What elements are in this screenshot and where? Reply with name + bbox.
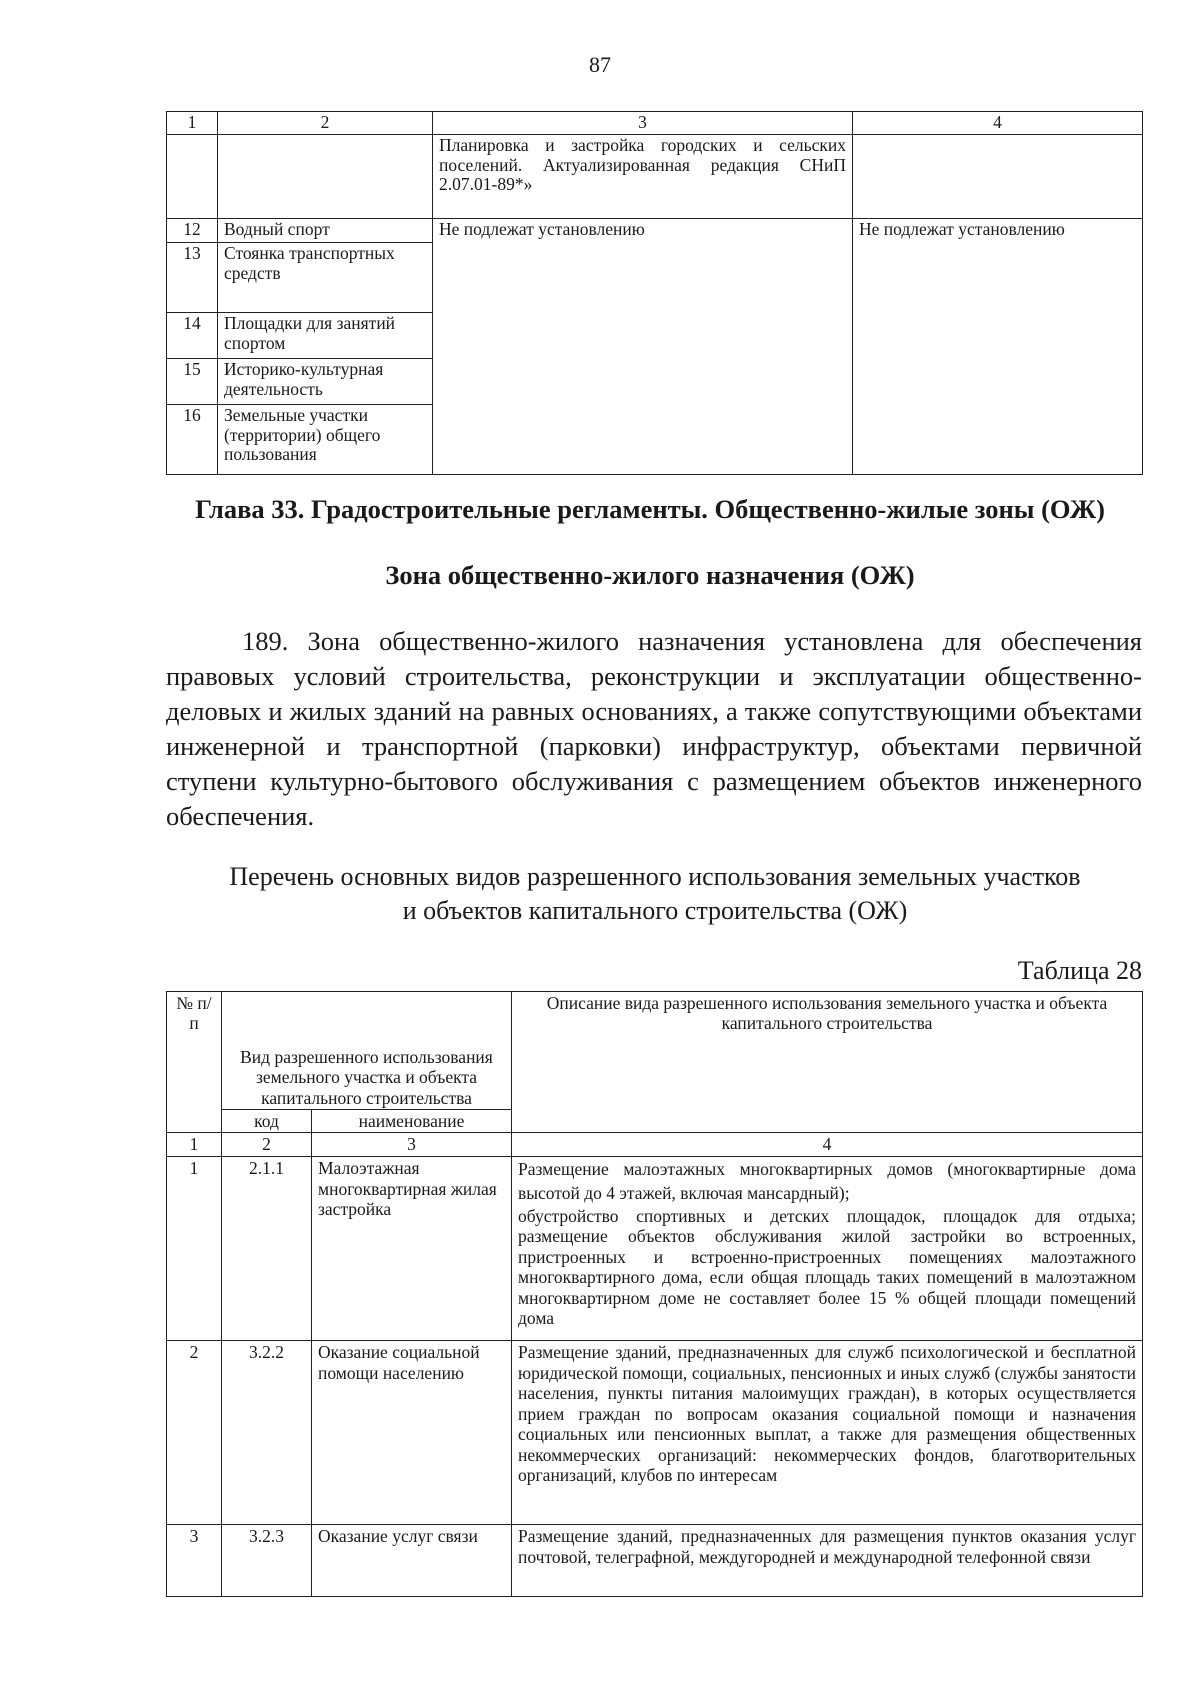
- paragraph-189: 189. Зона общественно-жилого назначения установлена для обеспечения правовых условий строительства, реконструкции и эксплуатации общественно-деловых и жилых зданий на равных основаниях, а также сопутствующими объектами инженерной и транспортной (парковки) инфраструктур, объектами первичной ступени культурно-бытового обслуживания с размещением объектов инженерного обеспечения.: [166, 626, 1142, 831]
- description-paragraph: Размещение зданий, предназначенных для служб психологической и бесплатной юридической помощи, социальных, пенсионных и иных служб (службы занятости населения, пункты питания малоимущих граждан), в которых осуществляется прием граждан по вопросам оказания социальной помощи и назначения социальных или пенсионных выплат, а также для размещения общественных некоммерческих организаций: некоммерческих фондов, благотворительных организаций, клубов по интересам: [518, 1342, 1136, 1486]
- row-name: Оказание услуг связи: [312, 1525, 512, 1597]
- table-cell: [853, 134, 1143, 218]
- chapter-heading: Глава 33. Градостроительные регламенты. Общественно-жилые зоны (ОЖ): [195, 494, 1105, 524]
- table-row: [167, 1157, 1143, 1341]
- top-table-col-number: 3: [433, 112, 853, 135]
- header-type: Вид разрешенного использования земельного участка и объекта капитального строительства: [222, 992, 512, 1110]
- list-heading: [0, 860, 1200, 929]
- zone-heading: Зона общественно-жилого назначения (ОЖ): [385, 560, 915, 590]
- table-row: [167, 134, 1143, 218]
- table-cell: [218, 134, 433, 218]
- main-table-col-numbers-row: [167, 1133, 1143, 1157]
- row-description: [512, 1157, 1143, 1341]
- col-number: 1: [167, 1133, 222, 1157]
- row-name: Площадки для занятий спортом: [218, 312, 433, 358]
- table-row: [167, 1341, 1143, 1525]
- row-number: 3: [167, 1525, 222, 1597]
- row-number: 16: [167, 404, 218, 474]
- row-number: 14: [167, 312, 218, 358]
- row-name: Малоэтажная многоквартирная жилая застройка: [312, 1157, 512, 1341]
- row-name: Земельные участки (территории) общего пользования: [218, 404, 433, 474]
- header-name: наименование: [312, 1110, 512, 1133]
- row-name: Историко-культурная деятельность: [218, 358, 433, 404]
- row-number: 15: [167, 358, 218, 404]
- table-label: Таблица 28: [1017, 956, 1142, 985]
- top-table-col-number: 2: [218, 112, 433, 135]
- row-name: Стоянка транспортных средств: [218, 242, 433, 312]
- description-paragraph: обустройство спортивных и детских площадок, площадок для отдыха; размещение объектов обслуживания жилой застройки во встроенных, пристроенных и встроенно-пристроенных помещениях малоэтажного многоквартирного дома, если общая площадь таких помещений в малоэтажном многоквартирном доме не составляет более 15 % общей площади помещений дома: [518, 1205, 1136, 1329]
- merged-cell-col4: Не подлежат установлению: [853, 218, 1143, 474]
- main-table-header-row: [167, 992, 1143, 1110]
- col-number: 2: [222, 1133, 312, 1157]
- row-description: [512, 1525, 1143, 1597]
- row-code: 3.2.2: [222, 1341, 312, 1525]
- list-heading-line: и объектов капитального строительства (ОЖ): [402, 896, 908, 926]
- merged-cell-col3: Не подлежат установлению: [433, 218, 853, 474]
- header-description: Описание вида разрешенного использования земельного участка и объекта капитального строительства: [512, 992, 1143, 1133]
- top-table-col-number: 4: [853, 112, 1143, 135]
- row-name: Оказание социальной помощи населению: [312, 1341, 512, 1525]
- row-code: 3.2.3: [222, 1525, 312, 1597]
- description-paragraph: Размещение малоэтажных многоквартирных домов (многоквартирные дома высотой до 4 этажей, включая мансардный);: [518, 1159, 1136, 1204]
- table-row: [167, 218, 1143, 242]
- header-num: № п/п: [167, 992, 222, 1133]
- col-number: 4: [512, 1133, 1143, 1157]
- row-number: 13: [167, 242, 218, 312]
- top-table: [166, 111, 1143, 475]
- page-number: 87: [589, 52, 611, 77]
- row-number: 1: [167, 1157, 222, 1341]
- table-cell-continued-text: Планировка и застройка городских и сельских поселений. Актуализированная редакция СНиП 2.07.01-89*»: [433, 134, 853, 218]
- row-name: Водный спорт: [218, 218, 433, 242]
- row-code: 2.1.1: [222, 1157, 312, 1341]
- row-description: [512, 1341, 1143, 1525]
- top-table-col-number: 1: [167, 112, 218, 135]
- description-paragraph: Размещение зданий, предназначенных для размещения пунктов оказания услуг почтовой, телеграфной, междугородней и международной телефонной связи: [518, 1526, 1136, 1567]
- header-code: код: [222, 1110, 312, 1133]
- row-number: 2: [167, 1341, 222, 1525]
- col-number: 3: [312, 1133, 512, 1157]
- table-cell: [167, 134, 218, 218]
- list-heading-line: Перечень основных видов разрешенного использования земельных участков: [229, 862, 1081, 891]
- main-table: [166, 991, 1143, 1597]
- table-row: [167, 1525, 1143, 1597]
- top-table-header-row: [167, 112, 1143, 135]
- row-number: 12: [167, 218, 218, 242]
